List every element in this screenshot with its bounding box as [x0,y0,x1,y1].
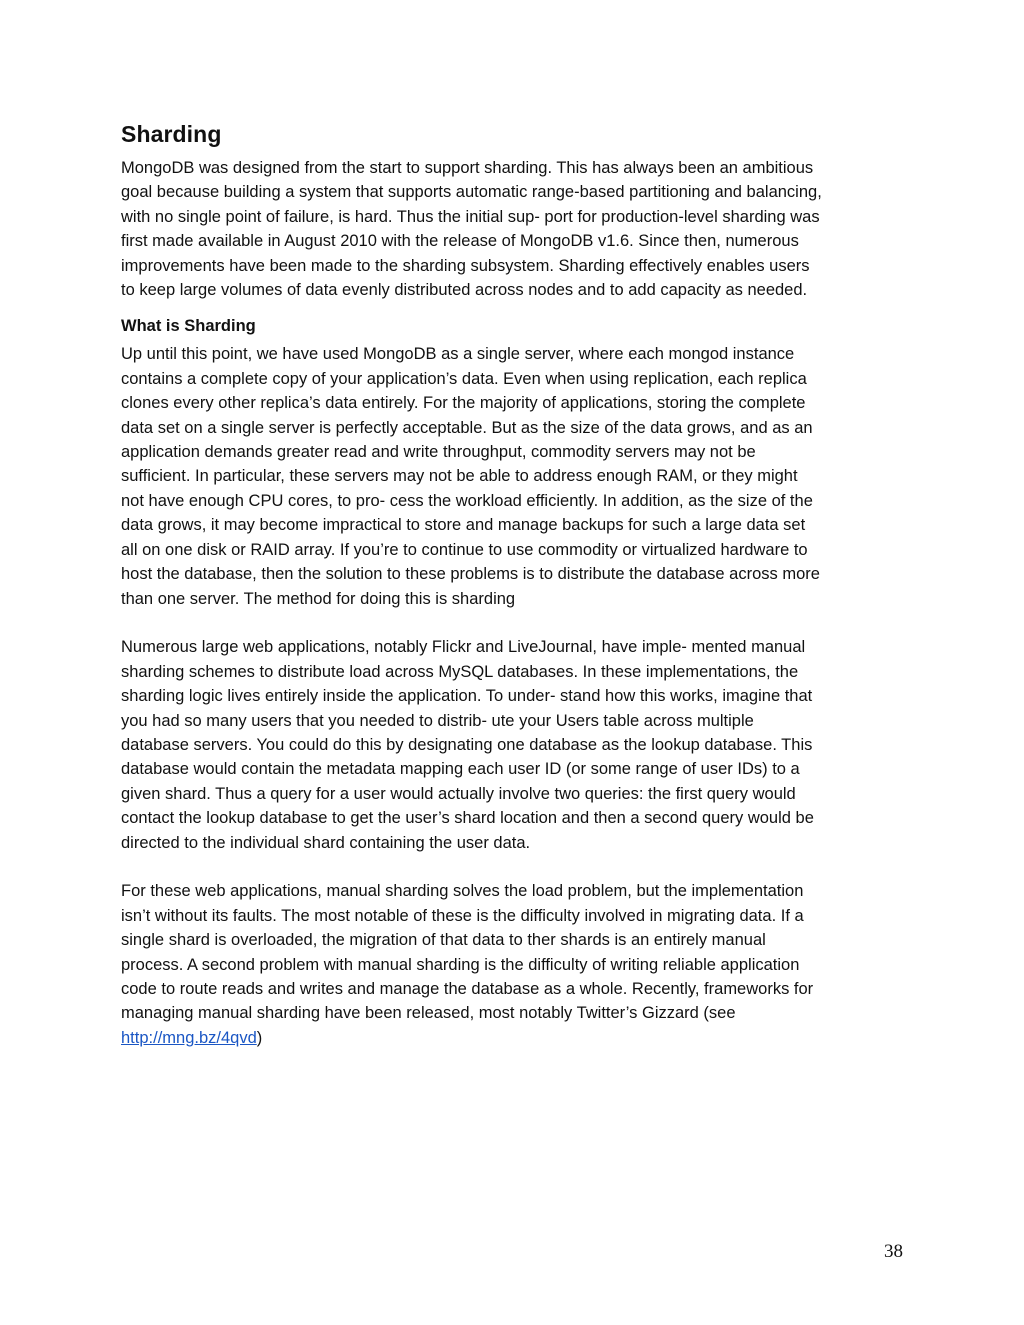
text-line: database servers. You could do this by designating one database as the lookup database. This [121,735,813,754]
text-line: clones every other replica’s data entirely. For the majority of applications, storing the complete [121,394,806,413]
section-heading: Sharding [121,121,222,147]
paragraph-1 [121,342,911,610]
text-line: Up until this point, we have used MongoDB as a single server, where each mongod instance [121,345,795,364]
subsection-heading: What is Sharding [121,317,256,336]
paragraph-3 [121,879,911,1050]
text-line: data grows, it may become impractical to store and manage backups for such a large data set [121,516,806,535]
text-line: sharding schemes to distribute load across MySQL databases. In these implementations, the [121,662,799,681]
text-line: directed to the individual shard containing the user data. [121,833,531,852]
text-line: improvements have been made to the sharding subsystem. Sharding effectively enables users [121,256,810,275]
text-line: sharding logic lives entirely inside the application. To under- stand how this works, imagine that [121,687,813,706]
text-line: single shard is overloaded, the migration of that data to ther shards is an entirely manual [121,931,766,950]
text-line: contains a complete copy of your application’s data. Even when using replication, each replica [121,369,807,388]
text-line: code to route reads and writes and manage the database as a whole. Recently, frameworks for [121,979,814,998]
text-line: not have enough CPU cores, to pro- cess the workload efficiently. In addition, as the size of the [121,491,813,510]
text-line: host the database, then the solution to these problems is to distribute the database across more [121,565,820,584]
text-line: managing manual sharding have been released, most notably Twitter’s Gizzard (see [121,1004,736,1023]
paragraph-2 [121,635,911,855]
text-line: isn’t without its faults. The most notable of these is the difficulty involved in migrating data. If a [121,906,804,925]
text-line: with no single point of failure, is hard. Thus the initial sup- port for production-level sharding was [121,207,820,226]
text-line: MongoDB was designed from the start to support sharding. This has always been an ambitious [121,159,814,177]
closing-paren: ) [256,1028,263,1047]
paragraph-gap [121,855,911,879]
link-line [121,1026,911,1050]
text-line: process. A second problem with manual sharding is the difficulty of writing reliable application [121,955,800,974]
text-line: database would contain the metadata mapping each user ID (or some range of user IDs) to a [121,760,800,779]
text-line: For these web applications, manual sharding solves the load problem, but the implementation [121,882,804,901]
text-line: contact the lookup database to get the user’s shard location and then a second query would be [121,809,814,828]
text-line: you had so many users that you needed to distrib- ute your Users table across multiple [121,711,754,730]
text-line: given shard. Thus a query for a user would actually involve two queries: the first query would [121,784,796,803]
text-line: all on one disk or RAID array. If you’re to continue to use commodity or virtualized hardware to [121,540,808,559]
text-line: sufficient. In particular, these servers may not be able to address enough RAM, or they might [121,467,798,486]
text-line: data set on a single server is perfectly acceptable. But as the size of the data grows, and as an [121,418,813,437]
text-line: application demands greater read and write throughput, commodity servers may not be [121,443,756,462]
paragraph-gap [121,611,911,635]
intro-paragraph [121,156,911,302]
text-line: than one server. The method for doing this is sharding [121,589,516,608]
text-line: first made available in August 2010 with the release of MongoDB v1.6. Since then, numerous [121,232,799,251]
text-line: goal because building a system that supports automatic range-based partitioning and balancing, [121,183,822,202]
text-line: Numerous large web applications, notably Flickr and LiveJournal, have imple- mented manual [121,638,806,657]
document-page [121,118,911,1050]
text-line: to keep large volumes of data evenly distributed across nodes and to add capacity as needed. [121,281,808,300]
gizzard-link[interactable]: http://mng.bz/4qvd [121,1028,257,1047]
page-number: 38 [884,1241,903,1262]
